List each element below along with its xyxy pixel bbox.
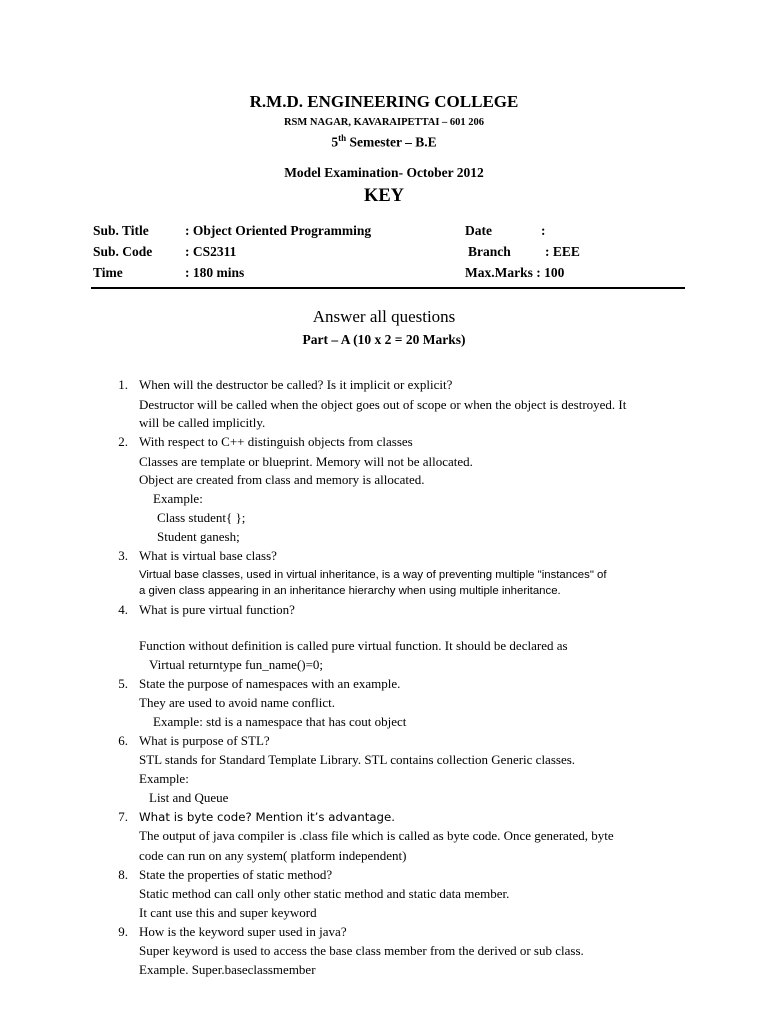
time-value: : 180 mins: [185, 265, 245, 280]
answer-line: Static method can call only other static method and static data member.: [139, 886, 510, 901]
answer-line: Object are created from class and memory is allocated.: [139, 472, 425, 487]
question-text: When will the destructor be called? Is it implicit or explicit?: [139, 377, 453, 392]
answer-line: code can run on any system( platform independent): [139, 848, 407, 863]
question-number: 9.: [118, 924, 128, 939]
answer-all-heading: Answer all questions: [312, 307, 456, 326]
branch-value: : EEE: [545, 244, 580, 259]
question-number: 2.: [118, 434, 128, 449]
answer-line: will be called implicitly.: [139, 415, 266, 430]
semester-line: [0, 133, 768, 151]
answer-line: Example:: [139, 771, 189, 786]
answer-line: STL stands for Standard Template Library. STL contains collection Generic classes.: [139, 752, 576, 767]
question-text: With respect to C++ distinguish objects from classes: [139, 434, 413, 449]
key-heading: KEY: [363, 186, 405, 206]
date-value: :: [541, 223, 546, 238]
question-number: 6.: [118, 733, 128, 748]
sub-code-value: : CS2311: [185, 244, 237, 259]
question-text: What is virtual base class?: [139, 548, 277, 563]
date-label: Date: [465, 223, 492, 238]
answer-line: Classes are template or blueprint. Memory will not be allocated.: [139, 454, 473, 469]
answer-line: Destructor will be called when the object goes out of scope or when the object is destroyed. It: [139, 397, 627, 412]
question-text: State the properties of static method?: [139, 867, 333, 882]
answer-line: Virtual returntype fun_name()=0;: [149, 657, 324, 672]
header-divider: [91, 287, 685, 289]
semester-superscript: th: [338, 133, 347, 143]
answer-line: Student ganesh;: [157, 529, 240, 544]
branch-label: Branch: [468, 244, 511, 259]
question-text: What is byte code? Mention it’s advantage.: [139, 810, 396, 824]
answer-line: a given class appearing in an inheritance hierarchy when using multiple inheritance.: [139, 585, 561, 597]
answer-line: It cant use this and super keyword: [139, 905, 317, 920]
answer-line: Super keyword is used to access the base class member from the derived or sub class.: [139, 943, 584, 958]
answer-line: Example:: [153, 491, 203, 506]
question-number: 7.: [118, 809, 128, 824]
answer-line: They are used to avoid name conflict.: [139, 695, 336, 710]
question-text: State the purpose of namespaces with an example.: [139, 676, 401, 691]
answer-line: Virtual base classes, used in virtual inheritance, is a way of preventing multiple "instances" of: [139, 569, 607, 581]
sub-title-label: Sub. Title: [93, 223, 149, 238]
college-address: RSM NAGAR, KAVARAIPETTAI – 601 206: [283, 117, 485, 128]
time-label: Time: [93, 265, 123, 280]
question-text: How is the keyword super used in java?: [139, 924, 347, 939]
answer-line: List and Queue: [149, 790, 229, 805]
question-number: 5.: [118, 676, 128, 691]
college-name: R.M.D. ENGINEERING COLLEGE: [249, 92, 519, 111]
answer-line: Class student{ };: [157, 510, 246, 525]
answer-line: Example. Super.baseclassmember: [139, 962, 316, 977]
semester-number: 5: [331, 134, 339, 150]
answer-line: The output of java compiler is .class file which is called as byte code. Once generated, byte: [139, 828, 614, 843]
question-text: What is pure virtual function?: [139, 602, 295, 617]
answer-line: Function without definition is called pure virtual function. It should be declared as: [139, 638, 568, 653]
semester-text: Semester – B.E: [346, 134, 437, 150]
question-number: 1.: [118, 377, 128, 392]
exam-title: Model Examination- October 2012: [284, 165, 484, 180]
question-number: 8.: [118, 867, 128, 882]
question-text: What is purpose of STL?: [139, 733, 270, 748]
sub-code-label: Sub. Code: [93, 244, 153, 259]
question-number: 3.: [118, 548, 128, 563]
question-number: 4.: [118, 602, 128, 617]
max-marks: Max.Marks : 100: [465, 265, 565, 280]
answer-line: Example: std is a namespace that has cout object: [153, 714, 407, 729]
part-a-heading: Part – A (10 x 2 = 20 Marks): [302, 332, 466, 347]
sub-title-value: : Object Oriented Programming: [185, 223, 372, 238]
